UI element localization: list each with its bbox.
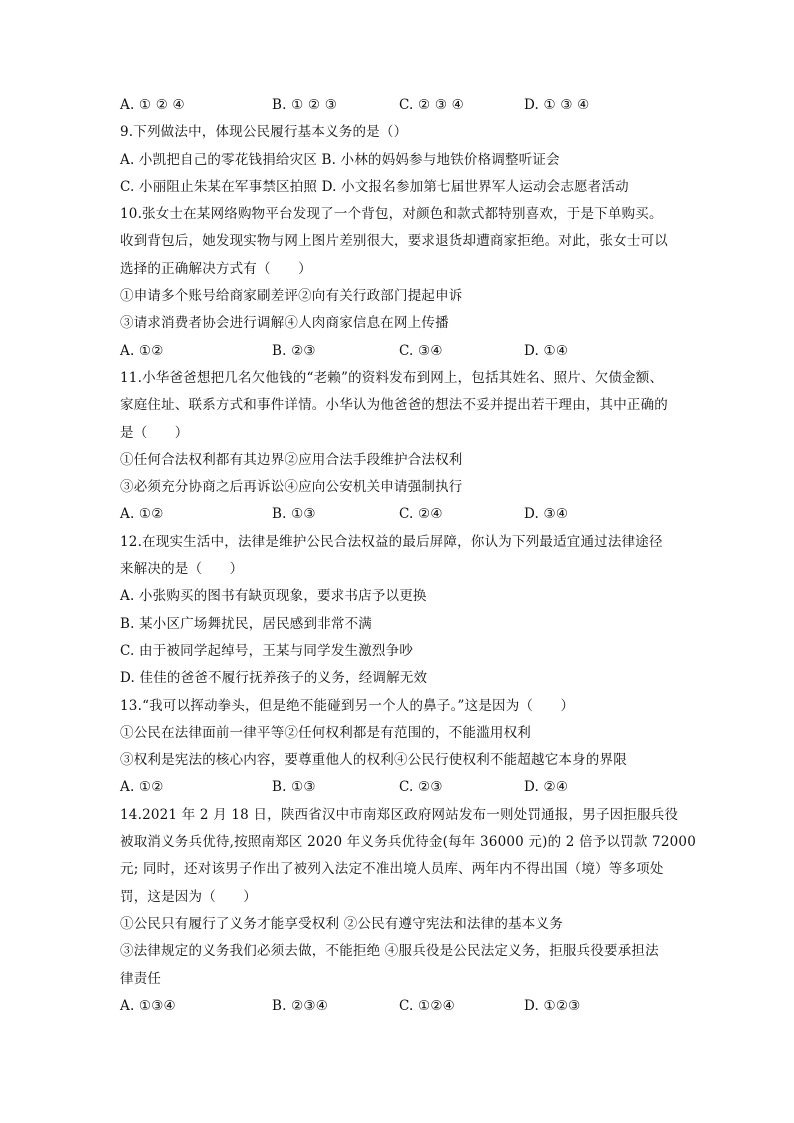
choice-line: ③请求消费者协会进行调解④人肉商家信息在网上传播 — [120, 315, 449, 332]
answer-option: B. ①③ — [272, 506, 316, 523]
answer-option: B. ②③④ — [272, 997, 329, 1014]
question-q14 — [120, 802, 696, 1020]
question-stem-line: 13.“我可以挥动拳头，但是绝不能碰到另一个人的鼻子。”这是因为（ ） — [120, 697, 575, 714]
answer-option: C. ②③ — [399, 779, 443, 796]
answer-option: A. ①② — [120, 506, 164, 523]
answer-option: B. ①③ — [272, 779, 316, 796]
choice-line: ③权利是宪法的核心内容，要尊重他人的权利④公民行使权利不能超越它本身的界限 — [120, 752, 627, 769]
question-q13 — [120, 693, 680, 802]
question-stem-line: 9.下列做法中，体现公民履行基本义务的是（） — [120, 124, 408, 141]
answer-option: A. ①② — [120, 342, 164, 359]
answer-option: D. ①④ — [524, 342, 569, 359]
document-page — [120, 92, 696, 1020]
answer-option: B. ① ② ③ — [272, 97, 337, 113]
answer-options-row — [120, 774, 680, 801]
choice-line: ③必须充分协商之后再诉讼④应向公安机关申请强制执行 — [120, 479, 463, 496]
choice-line: ①任何合法权利都有其边界②应用合法手段维护合法权利 — [120, 451, 463, 468]
question-stem-line: 14.2021 年 2 月 18 日，陕西省汉中市南郑区政府网站发布一则处罚通报，男子因拒服兵役 — [120, 806, 679, 823]
answer-option: A. ①② — [120, 779, 164, 796]
answer-option: D. ③④ — [524, 506, 569, 523]
choice-line: ①公民只有履行了义务才能享受权利 ②公民有遵守宪法和法律的基本义务 — [120, 915, 563, 932]
choice-line: D. 佳佳的爸爸不履行抚养孩子的义务，经调解无效 — [120, 670, 428, 687]
answer-option: D. ① ③ ④ — [524, 97, 590, 113]
answer-option: C. ②④ — [399, 506, 443, 523]
answer-options-row — [120, 501, 680, 528]
choice-line: C. 由于被同学起绰号，王某与同学发生激烈争吵 — [120, 642, 414, 659]
question-stem-line: 10.张女士在某网络购物平台发现了一个背包，对颜色和款式都特别喜欢，于是下单购买。 — [120, 206, 663, 223]
question-stem-line: 12.在现实生活中，法律是维护公民合法权益的最后屏障，你认为下列最适宜通过法律途径 — [120, 533, 663, 550]
answer-options-row — [120, 338, 680, 365]
question-q12 — [120, 529, 680, 693]
answer-option: C. ①②④ — [399, 997, 455, 1014]
question-stem-line: 来解决的是（ ） — [120, 561, 244, 578]
choice-line: ①申请多个账号给商家刷差评②向有关行政部门提起申诉 — [120, 288, 463, 305]
question-stem-line: 罚，这是因为（ ） — [120, 888, 257, 905]
answer-option: D. ②④ — [524, 779, 569, 796]
question-stem-line: 是（ ） — [120, 424, 189, 441]
answer-option: A. ① ② ④ — [120, 97, 185, 113]
choice-line: 律责任 — [120, 970, 162, 987]
choice-line: B. 某小区广场舞扰民，居民感到非常不满 — [120, 615, 373, 632]
answer-option: D. ①②③ — [524, 997, 581, 1014]
question-q11 — [120, 365, 680, 529]
answer-option: A. ①③④ — [120, 997, 176, 1014]
question-q10 — [120, 201, 680, 365]
answer-option: B. ②③ — [272, 342, 316, 359]
question-stem-line: 11.小华爸爸想把几名欠他钱的“老赖”的资料发布到网上，包括其姓名、照片、欠债金额、 — [120, 369, 664, 386]
choice-line: A. 小张购买的图书有缺页现象，要求书店予以更换 — [120, 588, 427, 605]
answer-options-row — [120, 993, 680, 1020]
question-stem-line: 元; 同时，还对该男子作出了被列入法定不准出境人员库、两年内不得出国（境）等多项处 — [120, 861, 664, 878]
choice-line: C. 小丽阻止朱某在军事禁区拍照 D. 小文报名参加第七届世界军人运动会志愿者活动 — [120, 178, 629, 195]
question-stem-line: 选择的正确解决方式有（ ） — [120, 260, 312, 277]
answer-options-row — [120, 92, 680, 119]
question-q8_tail — [120, 92, 680, 119]
choice-line: ③法律规定的义务我们必须去做，不能拒绝 ④服兵役是公民法定义务，拒服兵役要承担法 — [120, 943, 659, 960]
choice-line: ①公民在法律面前一律平等②任何权利都是有范围的，不能滥用权利 — [120, 724, 531, 741]
question-q9 — [120, 119, 680, 201]
question-stem-line: 家庭住址、联系方式和事件详情。小华认为他爸爸的想法不妥并提出若干理由，其中正确的 — [120, 397, 668, 414]
answer-option: C. ③④ — [399, 342, 443, 359]
question-stem-line: 被取消义务兵优待,按照南郑区 2020 年义务兵优待金(每年 36000 元)的 2 倍予以罚款 72000 — [120, 834, 696, 851]
question-stem-line: 收到背包后，她发现实物与网上图片差别很大，要求退货却遭商家拒绝。对此，张女士可以 — [120, 233, 668, 250]
answer-option: C. ② ③ ④ — [399, 97, 464, 113]
choice-line: A. 小凯把自己的零花钱捐给灾区 B. 小林的妈妈参与地铁价格调整听证会 — [120, 151, 560, 168]
